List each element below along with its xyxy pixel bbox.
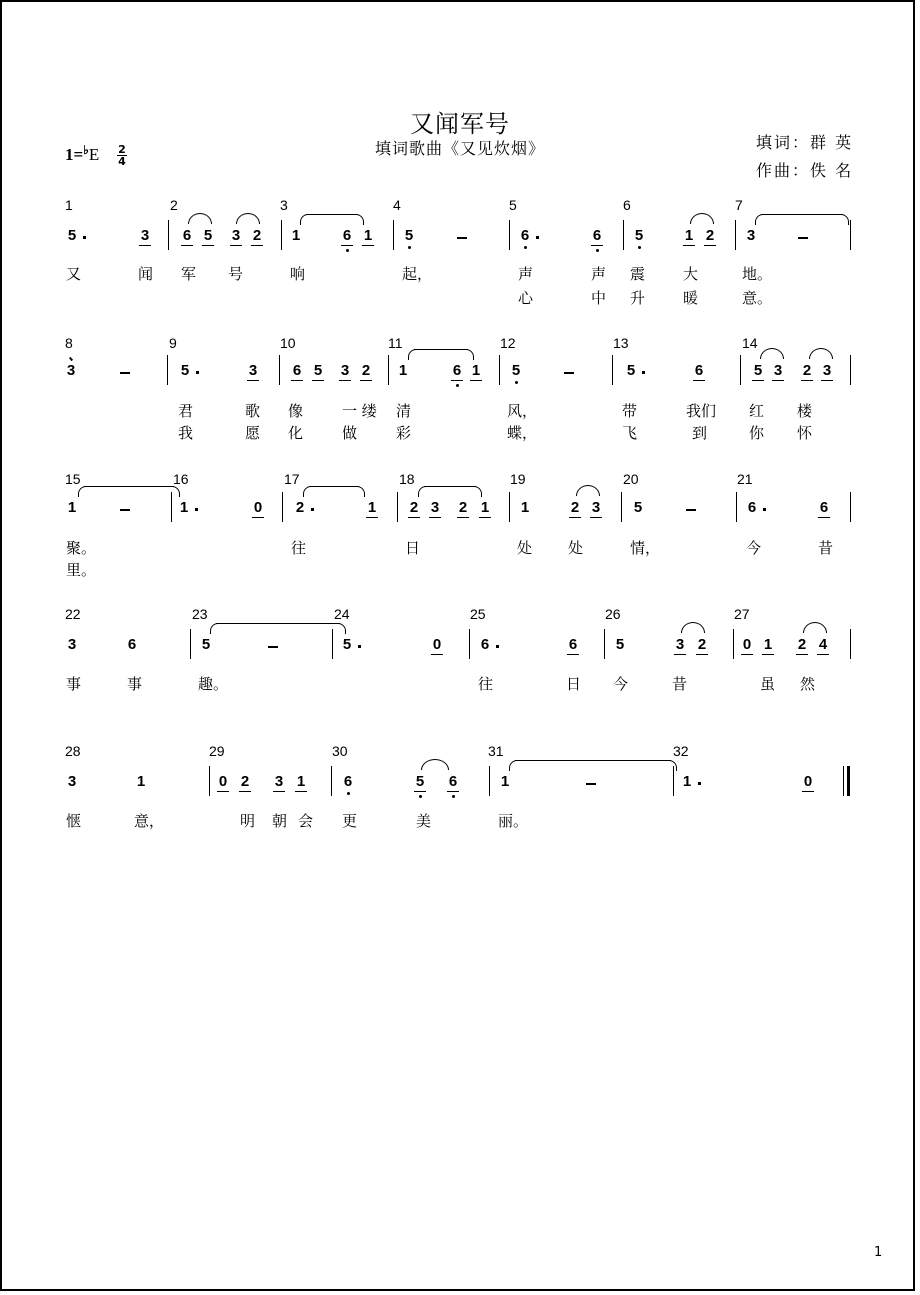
lyric-syllable: 惬: [66, 812, 82, 830]
augmentation-dot: [358, 645, 361, 648]
note: 4: [818, 636, 828, 653]
tie: [84, 486, 174, 487]
note: 1: [367, 499, 377, 516]
measure-number: 24: [334, 606, 350, 622]
tie: [309, 486, 359, 487]
sustain-dash: [686, 509, 696, 511]
note: 6: [343, 773, 353, 790]
note: 0: [218, 773, 228, 790]
lyric-syllable: 往: [478, 675, 494, 693]
measure-number: 18: [399, 471, 415, 487]
sustain-dash: [564, 372, 574, 374]
lyric-syllable: 心: [518, 289, 534, 307]
measure-number: 21: [737, 471, 753, 487]
lyric-syllable: 震: [630, 265, 646, 283]
low-octave-dot: [596, 249, 599, 252]
barline: [167, 355, 168, 385]
lyric-syllable: 日: [405, 539, 421, 557]
key-letter: E: [88, 145, 100, 164]
lyric-syllable: 事: [66, 675, 82, 693]
low-octave-dot: [408, 246, 411, 249]
lyric-syllable: 一 缕: [342, 402, 377, 420]
lyric-syllable: 清: [396, 402, 412, 420]
measure-number: 27: [734, 606, 750, 622]
low-octave-dot: [638, 246, 641, 249]
note: 0: [803, 773, 813, 790]
measure-number: 15: [65, 471, 81, 487]
measure-number: 6: [623, 197, 631, 213]
barline: [499, 355, 500, 385]
measure-number: 25: [470, 606, 486, 622]
lyricist-credit: 填词：群 英: [756, 133, 854, 152]
low-octave-dot: [347, 792, 350, 795]
low-octave-dot: [456, 384, 459, 387]
lyric-syllable: 聚。: [66, 539, 97, 557]
song-subtitle: 填词歌曲《又见炊烟》: [374, 139, 545, 158]
lyric-syllable: 歌: [245, 402, 261, 420]
barline: [397, 492, 398, 522]
note: 1: [763, 636, 773, 653]
note: 1: [480, 499, 490, 516]
lyric-syllable: 意。: [742, 289, 773, 307]
barline: [281, 220, 282, 250]
measure-number: 16: [173, 471, 189, 487]
barline: [850, 492, 851, 522]
note: 2: [409, 499, 419, 516]
sustain-dash: [798, 237, 808, 239]
lyric-syllable: 趣。: [198, 675, 229, 693]
barline: [279, 355, 280, 385]
low-octave-dot: [346, 249, 349, 252]
note: 6: [694, 362, 704, 379]
note: 1: [500, 773, 510, 790]
lyric-syllable: 明: [240, 812, 256, 830]
low-octave-dot: [524, 246, 527, 249]
barline: [489, 766, 490, 796]
note: 3: [773, 362, 783, 379]
measure-number: 22: [65, 606, 81, 622]
measure-number: 28: [65, 743, 81, 759]
note: 5: [634, 227, 644, 244]
note: 2: [295, 499, 305, 516]
barline: [509, 220, 510, 250]
page-number: 1: [874, 1245, 883, 1260]
measure-number: 29: [209, 743, 225, 759]
barline: [393, 220, 394, 250]
barline: [209, 766, 210, 796]
barline: [733, 629, 734, 659]
lyric-syllable: 声: [518, 265, 534, 283]
lyric-syllable: 起，: [402, 265, 433, 283]
lyric-syllable: 昔: [818, 539, 834, 557]
lyric-syllable: 带: [622, 402, 638, 420]
note: 1: [682, 773, 692, 790]
note: 2: [570, 499, 580, 516]
key-signature: [65, 145, 99, 165]
lyric-syllable: 今: [613, 675, 629, 693]
note: 1: [520, 499, 530, 516]
flat-icon: ♭: [83, 143, 89, 157]
barline: [850, 355, 851, 385]
augmentation-dot: [698, 782, 701, 785]
lyric-syllable: 暖: [683, 289, 699, 307]
note: 3: [430, 499, 440, 516]
lyric-syllable: 怀: [797, 424, 813, 442]
time-numerator: 2: [118, 143, 126, 156]
lyric-syllable: 蝶，: [507, 424, 538, 442]
note: 5: [753, 362, 763, 379]
sustain-dash: [586, 783, 596, 785]
low-octave-dot: [515, 381, 518, 384]
lyric-syllable: 楼: [797, 402, 813, 420]
lyric-syllable: 大: [683, 265, 699, 283]
note: 2: [240, 773, 250, 790]
barline: [740, 355, 741, 385]
lyric-syllable: 飞: [622, 424, 638, 442]
note: 5: [615, 636, 625, 653]
lyric-syllable: 号: [228, 265, 244, 283]
measure-number: 14: [742, 335, 758, 351]
lyric-syllable: 你: [749, 424, 765, 442]
note: 5: [203, 227, 213, 244]
note: 6: [292, 362, 302, 379]
lyric-syllable: 响: [290, 265, 306, 283]
note: 3: [67, 636, 77, 653]
lyric-syllable: 更: [342, 812, 358, 830]
barline: [735, 220, 736, 250]
measure-number: 30: [332, 743, 348, 759]
note: 1: [363, 227, 373, 244]
low-octave-dot: [452, 795, 455, 798]
lyric-syllable: 丽。: [498, 812, 529, 830]
lyric-syllable: 像: [288, 402, 304, 420]
note: 3: [746, 227, 756, 244]
lyric-syllable: 愿: [245, 424, 261, 442]
barline: [604, 629, 605, 659]
lyric-syllable: 闻: [138, 265, 154, 283]
augmentation-dot: [536, 236, 539, 239]
measure-number: 1: [65, 197, 73, 213]
barline: [850, 629, 851, 659]
note: 6: [520, 227, 530, 244]
tie: [424, 486, 476, 487]
measure-number: 31: [488, 743, 504, 759]
final-barline: [843, 766, 850, 796]
note: 5: [180, 362, 190, 379]
note: 2: [458, 499, 468, 516]
note: 1: [296, 773, 306, 790]
augmentation-dot: [195, 508, 198, 511]
lyric-syllable: 事: [127, 675, 143, 693]
note: 1: [291, 227, 301, 244]
lyric-syllable: 处: [568, 539, 584, 557]
lyric-syllable: 声: [591, 265, 607, 283]
lyric-syllable: 红: [749, 402, 765, 420]
note: 6: [747, 499, 757, 516]
note: 6: [568, 636, 578, 653]
lyric-syllable: 虽: [760, 675, 776, 693]
lyric-syllable: 会: [298, 812, 314, 830]
measure-number: 10: [280, 335, 296, 351]
note: 5: [313, 362, 323, 379]
lyric-syllable: 化: [288, 424, 304, 442]
lyric-syllable: 今: [746, 539, 762, 557]
measure-number: 23: [192, 606, 208, 622]
note: 1: [136, 773, 146, 790]
augmentation-dot: [642, 371, 645, 374]
note: 3: [67, 773, 77, 790]
barline: [190, 629, 191, 659]
barline: [332, 629, 333, 659]
lyric-syllable: 中: [591, 289, 607, 307]
measure-number: 32: [673, 743, 689, 759]
lyric-syllable: 又: [66, 265, 82, 283]
augmentation-dot: [496, 645, 499, 648]
measure-number: 5: [509, 197, 517, 213]
lyric-syllable: 里。: [66, 561, 97, 579]
measure-number: 20: [623, 471, 639, 487]
lyric-syllable: 我: [178, 424, 194, 442]
augmentation-dot: [196, 371, 199, 374]
note: 5: [415, 773, 425, 790]
tie: [306, 214, 358, 215]
note: 6: [448, 773, 458, 790]
lyric-syllable: 风，: [507, 402, 538, 420]
note: 5: [633, 499, 643, 516]
barline: [612, 355, 613, 385]
lyric-syllable: 做: [342, 424, 358, 442]
note: 1: [179, 499, 189, 516]
measure-number: 12: [500, 335, 516, 351]
note: 3: [340, 362, 350, 379]
note: 1: [684, 227, 694, 244]
note: 2: [802, 362, 812, 379]
measure-number: 26: [605, 606, 621, 622]
song-title: 又闻军号: [410, 110, 510, 138]
note: 1: [67, 499, 77, 516]
lyric-syllable: 我们: [686, 402, 717, 420]
tie: [761, 214, 843, 215]
lyric-syllable: 地。: [742, 265, 773, 283]
note: 6: [819, 499, 829, 516]
lyric-syllable: 美: [416, 812, 432, 830]
lyric-syllable: 朝: [272, 812, 288, 830]
note: 3: [66, 362, 76, 379]
lyric-syllable: 处: [517, 539, 533, 557]
note: 3: [675, 636, 685, 653]
sustain-dash: [268, 646, 278, 648]
note: 0: [742, 636, 752, 653]
note: 5: [201, 636, 211, 653]
note: 5: [404, 227, 414, 244]
note: 0: [253, 499, 263, 516]
lyric-syllable: 日: [566, 675, 582, 693]
note: 1: [398, 362, 408, 379]
augmentation-dot: [311, 508, 314, 511]
measure-number: 7: [735, 197, 743, 213]
note: 1: [471, 362, 481, 379]
barline: [282, 492, 283, 522]
barline: [850, 220, 851, 250]
note: 3: [140, 227, 150, 244]
note: 6: [452, 362, 462, 379]
augmentation-dot: [763, 508, 766, 511]
lyric-syllable: 昔: [672, 675, 688, 693]
barline: [469, 629, 470, 659]
note: 2: [797, 636, 807, 653]
measure-number: 9: [169, 335, 177, 351]
tie: [515, 760, 671, 761]
measure-number: 3: [280, 197, 288, 213]
measure-number: 13: [613, 335, 629, 351]
lyric-syllable: 君: [178, 402, 194, 420]
lyric-syllable: 彩: [396, 424, 412, 442]
lyric-syllable: 升: [630, 289, 646, 307]
note: 5: [342, 636, 352, 653]
lyric-syllable: 情，: [630, 539, 661, 557]
note: 6: [127, 636, 137, 653]
lyric-syllable: 军: [181, 265, 197, 283]
barline: [388, 355, 389, 385]
barline: [509, 492, 510, 522]
sustain-dash: [457, 237, 467, 239]
sustain-dash: [120, 509, 130, 511]
key-equals: =: [73, 145, 84, 164]
lyric-syllable: 意，: [134, 812, 165, 830]
note: 2: [361, 362, 371, 379]
tie: [216, 623, 340, 624]
note: 5: [67, 227, 77, 244]
lyric-syllable: 往: [291, 539, 307, 557]
barline: [736, 492, 737, 522]
note: 6: [592, 227, 602, 244]
key-tonic: 1: [65, 145, 74, 164]
time-signature: [116, 144, 128, 167]
sustain-dash: [120, 372, 130, 374]
note: 5: [626, 362, 636, 379]
note: 3: [248, 362, 258, 379]
measure-number: 2: [170, 197, 178, 213]
measure-number: 4: [393, 197, 401, 213]
lyric-syllable: 到: [692, 424, 708, 442]
low-octave-dot: [419, 795, 422, 798]
time-denominator: 4: [118, 155, 126, 168]
measure-number: 17: [284, 471, 300, 487]
note: 0: [432, 636, 442, 653]
note: 2: [252, 227, 262, 244]
note: 2: [697, 636, 707, 653]
barline: [621, 492, 622, 522]
note: 3: [822, 362, 832, 379]
note: 6: [182, 227, 192, 244]
note: 2: [705, 227, 715, 244]
measure-number: 8: [65, 335, 73, 351]
note: 3: [591, 499, 601, 516]
lyric-syllable: 然: [800, 675, 816, 693]
tie: [414, 349, 468, 350]
barline: [623, 220, 624, 250]
barline: [331, 766, 332, 796]
note: 6: [342, 227, 352, 244]
barline: [168, 220, 169, 250]
measure-number: 11: [388, 335, 403, 351]
note: 3: [231, 227, 241, 244]
augmentation-dot: [83, 236, 86, 239]
note: 3: [274, 773, 284, 790]
composer-credit: 作曲：佚 名: [756, 161, 854, 180]
note: 5: [511, 362, 521, 379]
note: 6: [480, 636, 490, 653]
measure-number: 19: [510, 471, 526, 487]
